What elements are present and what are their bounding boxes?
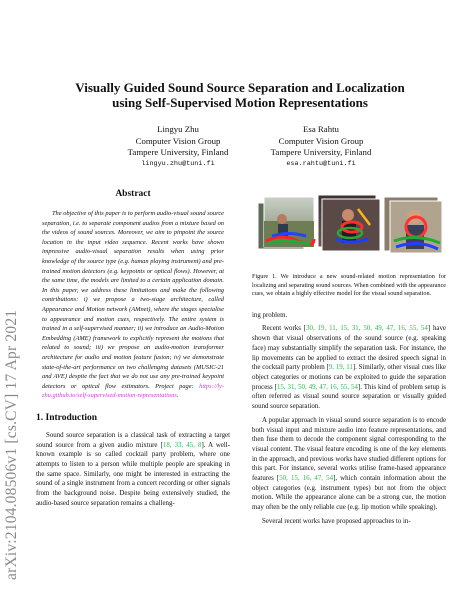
intro-paragraph <box>36 431 230 509</box>
para-text: ]. This kind of problem setup is often referred as visual sound source separation or visually guided sound source separation. <box>252 383 446 411</box>
paper-title <box>40 80 440 110</box>
author-email[interactable]: esa.rahtu@tuni.fi <box>286 159 356 168</box>
para-text: A popular approach in visual sound source separation is to encode both visual input and mixture audio into feature representations, and then fuse them to decode the component signal corresponding to the visual content. The visual feature encoding is one of the key elements in the approach, and previous works have studied different options for this part. For instance, several works utilise frame-based appearance features [ <box>252 416 446 483</box>
figure-1 <box>252 189 446 265</box>
project-page-link[interactable]: https://ly-zhu.github.io/self-supervised-motion-representations <box>42 382 224 400</box>
paragraph-4: Several recent works have proposed approaches to in- <box>262 517 411 525</box>
citation-link[interactable]: 30, 19, 11, 15, 31, 50, 49, 47, 16, 55, 54 <box>306 325 428 333</box>
figure-caption: Figure 1. We introduce a new sound-related motion representation for localizing and separating sound sources. When combined with the appearance cues, we obtain a highly effective model for the visual sound separation. <box>252 273 446 298</box>
intro-text: Sound source separation is a classical task of extracting a target sound source from a given audio mixture [ <box>36 431 230 449</box>
citation-link[interactable]: 9, 19, 11 <box>328 364 353 372</box>
arxiv-id-text: arXiv:2104.08506v1 [cs.CV] 17 Apr 2021 <box>3 309 20 580</box>
abstract-body-text: The objective of this paper is to perform audio-visual sound source separation, i.e. to separate component audios from a mixture based on the videos of sound sources. Moreover, we aim to pinpoint the source location in the input video sequence. Recent works have shown impressive audio-visual separation results when using prior knowledge of the source type (e.g. human playing instrument) and pre-trained motion detectors (e.g. keypoints or optical flows). However, at the same time, the models are limited to a certain application domain. In this paper, we address these limitations and make the following contributions: i) we propose a two-stage architecture, called Appearance and Motion network (AMnet), where the stages specialise to appearance and motion cues, respectively. The entire system is trained in a self-supervised manner; ii) we introduce an Audio-Motion Embedding (AME) framework to explicitly represent the motions that related to sound; iii) we propose an audio-motion transformer architecture for audio and motion feature fusion; iv) we demonstrate state-of-the-art performance on two challenging datasets (MUSIC-21 and AVE) despite the fact that we do not use any pre-trained keypoint detectors or optical flow estimators. Project page: <box>42 210 224 390</box>
right-column <box>252 189 446 531</box>
citation-link[interactable]: 18, 33, 45, 8 <box>162 441 202 449</box>
author-affiliation: Tampere University, Finland <box>270 147 372 157</box>
title-line-2: using Self-Supervised Motion Representations <box>112 95 368 110</box>
author-group: Computer Vision Group <box>278 135 364 146</box>
abstract-heading: Abstract <box>115 189 151 199</box>
flute-frames <box>384 197 442 253</box>
author-name: Lingyu Zhu <box>157 124 199 134</box>
performer-frames <box>318 195 380 251</box>
para-text: ]. Similarly, other visual cues like object categories or motions can be exploited to guide the separation process [ <box>252 364 446 391</box>
intro-text: ]. A well-known example is so called cocktail party problem, where one attempts to listen to a person while multiple people are speaking in the same space. Similarly, one might be interested in extracting the sound of a single instrument from a concert recording or other signals from the background noise. Despite being extensively studied, the audio-based source separation remains a challeng- <box>36 441 231 507</box>
author-affiliation: Tampere University, Finland <box>127 147 229 157</box>
para-text: ] have shown that visual observations of the sound source (e.g. speaking face) may substantially simplify the separation task. For instance, the lip movements can be applied to extract the desired speech signal in the cocktail party problem [ <box>252 325 446 372</box>
left-column <box>36 189 230 509</box>
intro-heading: 1. Introduction <box>36 412 98 423</box>
author-email[interactable]: lingyu.zhu@tuni.fi <box>141 159 215 168</box>
author-name: Esa Rahtu <box>303 124 339 134</box>
outdoor-frames <box>258 197 314 249</box>
citation-link[interactable]: 15, 31, 50, 49, 47, 16, 55, 54 <box>276 383 358 391</box>
author-group: Computer Vision Group <box>135 135 221 146</box>
arxiv-identifier <box>3 140 29 580</box>
abstract-end: . <box>176 392 179 400</box>
abstract-text <box>36 209 230 401</box>
figure-image <box>252 189 446 265</box>
continued-text: ing problem. <box>252 311 288 319</box>
para-text: Recent works [ <box>262 325 307 333</box>
paragraph-3 <box>252 416 446 513</box>
title-line-1: Visually Guided Sound Source Separation and Localization <box>75 80 405 95</box>
paragraph-2 <box>252 324 446 411</box>
citation-link[interactable]: 50, 15, 16, 47, 54 <box>279 475 334 483</box>
author-block-2 <box>236 124 406 170</box>
para-text: ], which contain information about the object categories (e.g. instrument types) but not from the object motion. While the appearance alone can be a strong cue, the motion may often be the only reliable cue (e.g. lip motion while speaking). <box>252 475 447 512</box>
